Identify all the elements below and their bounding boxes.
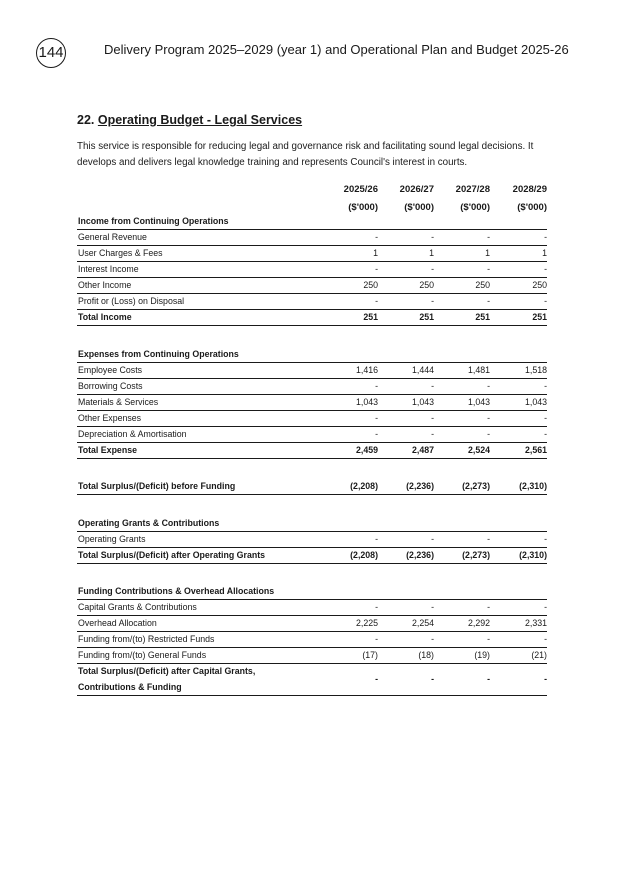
table-row	[77, 245, 547, 262]
table-total-row	[77, 663, 547, 696]
table-section-header	[77, 515, 547, 532]
row-value: 250	[532, 280, 547, 290]
row-value: -	[544, 674, 547, 684]
row-value: (19)	[474, 650, 490, 660]
row-value: (2,273)	[462, 481, 490, 491]
row-label: Income from Continuing Operations	[78, 216, 229, 226]
row-value: -	[487, 634, 490, 644]
table-row	[77, 378, 547, 395]
row-value: 1,043	[524, 397, 547, 407]
row-value: 1	[429, 248, 434, 258]
row-value: 2,292	[467, 618, 490, 628]
row-value: (17)	[362, 650, 378, 660]
row-value: -	[375, 429, 378, 439]
row-label: Total Expense	[78, 445, 137, 455]
row-value: (21)	[531, 650, 547, 660]
row-value: 251	[532, 312, 547, 322]
row-label: Interest Income	[78, 264, 139, 274]
row-value: -	[375, 296, 378, 306]
row-value: 1,416	[355, 365, 378, 375]
row-value: -	[487, 429, 490, 439]
row-value: -	[487, 602, 490, 612]
table-total-row	[77, 442, 547, 459]
row-value: 2,331	[524, 618, 547, 628]
table-row	[77, 261, 547, 278]
row-value: -	[431, 674, 434, 684]
row-value: -	[544, 381, 547, 391]
row-label-line: Total Surplus/(Deficit) after Capital Grants,	[78, 666, 256, 676]
column-unit: ($'000)	[460, 202, 490, 213]
row-value: -	[544, 264, 547, 274]
row-value: -	[431, 534, 434, 544]
row-value: -	[487, 296, 490, 306]
row-value: 2,561	[524, 445, 547, 455]
row-value: 1	[485, 248, 490, 258]
row-value: -	[431, 429, 434, 439]
row-label: Other Income	[78, 280, 132, 290]
column-year: 2026/27	[399, 184, 434, 195]
row-value: -	[487, 413, 490, 423]
row-value: 1,444	[411, 365, 434, 375]
section-title	[77, 113, 302, 127]
row-value: 1	[373, 248, 378, 258]
row-value: 2,459	[355, 445, 378, 455]
row-value: 2,487	[411, 445, 434, 455]
row-value: 2,225	[355, 618, 378, 628]
row-label: Operating Grants	[78, 534, 146, 544]
document-header-title: Delivery Program 2025–2029 (year 1) and Operational Plan and Budget 2025-26	[104, 42, 569, 57]
table-total-row	[77, 547, 547, 564]
row-value: -	[487, 232, 490, 242]
column-year: 2028/29	[512, 184, 547, 195]
row-value: -	[431, 232, 434, 242]
row-value: -	[487, 381, 490, 391]
row-label: Borrowing Costs	[78, 381, 143, 391]
row-value: -	[431, 381, 434, 391]
table-row	[77, 394, 547, 411]
row-label: Funding from/(to) Restricted Funds	[78, 634, 215, 644]
row-value: (2,208)	[350, 481, 378, 491]
row-label: Funding from/(to) General Funds	[78, 650, 207, 660]
table-row	[77, 531, 547, 548]
table-row	[77, 426, 547, 443]
row-label	[78, 663, 255, 695]
section-number: 22.	[77, 113, 95, 127]
table-total-row	[77, 478, 547, 495]
row-value: 1,043	[467, 397, 490, 407]
row-value: -	[375, 534, 378, 544]
row-value: (2,236)	[406, 550, 434, 560]
row-value: (2,310)	[519, 550, 547, 560]
row-value: 251	[363, 312, 378, 322]
row-label: Materials & Services	[78, 397, 159, 407]
row-value: 250	[475, 280, 490, 290]
row-value: 251	[419, 312, 434, 322]
row-value: 1	[542, 248, 547, 258]
table-row	[77, 615, 547, 632]
column-unit: ($'000)	[517, 202, 547, 213]
row-value: -	[375, 381, 378, 391]
row-label: User Charges & Fees	[78, 248, 163, 258]
row-label: Capital Grants & Contributions	[78, 602, 197, 612]
column-year: 2025/26	[343, 184, 378, 195]
row-value: -	[544, 602, 547, 612]
row-value: 1,481	[467, 365, 490, 375]
row-value: -	[487, 264, 490, 274]
row-value: -	[431, 296, 434, 306]
row-value: -	[375, 674, 378, 684]
row-value: (18)	[418, 650, 434, 660]
row-value: -	[431, 413, 434, 423]
row-value: -	[544, 232, 547, 242]
table-row	[77, 229, 547, 246]
row-value: 251	[475, 312, 490, 322]
row-value: 1,043	[411, 397, 434, 407]
table-row	[77, 362, 547, 379]
row-label: Profit or (Loss) on Disposal	[78, 296, 185, 306]
row-value: 2,254	[411, 618, 434, 628]
row-value: -	[544, 634, 547, 644]
row-value: -	[487, 674, 490, 684]
row-value: -	[431, 264, 434, 274]
row-value: -	[375, 602, 378, 612]
row-value: -	[487, 534, 490, 544]
row-label-line: Contributions & Funding	[78, 682, 182, 692]
row-label: Total Income	[78, 312, 132, 322]
column-unit: ($'000)	[404, 202, 434, 213]
column-header	[318, 181, 378, 217]
table-section-header	[77, 213, 547, 230]
row-value: -	[375, 634, 378, 644]
row-label: Expenses from Continuing Operations	[78, 349, 239, 359]
row-label: Employee Costs	[78, 365, 143, 375]
row-value: 250	[363, 280, 378, 290]
table-row	[77, 631, 547, 648]
row-value: 1,043	[355, 397, 378, 407]
column-header	[374, 181, 434, 217]
table-row	[77, 410, 547, 427]
row-value: 1,518	[524, 365, 547, 375]
row-label: Overhead Allocation	[78, 618, 157, 628]
column-header	[487, 181, 547, 217]
row-value: -	[375, 413, 378, 423]
row-label: Total Surplus/(Deficit) after Operating Grants	[78, 550, 266, 560]
row-value: -	[375, 264, 378, 274]
row-value: 2,524	[467, 445, 490, 455]
row-value: 250	[419, 280, 434, 290]
row-label: Operating Grants & Contributions	[78, 518, 220, 528]
row-value: -	[375, 232, 378, 242]
table-row	[77, 647, 547, 664]
page-number: 144	[36, 38, 66, 68]
table-section-header	[77, 346, 547, 363]
column-year: 2027/28	[455, 184, 490, 195]
row-label: Other Expenses	[78, 413, 142, 423]
column-header	[430, 181, 490, 217]
section-title-text: Operating Budget - Legal Services	[97, 113, 303, 127]
column-unit: ($'000)	[348, 202, 378, 213]
row-value: -	[544, 429, 547, 439]
table-row	[77, 277, 547, 294]
row-value: -	[544, 534, 547, 544]
row-label: General Revenue	[78, 232, 147, 242]
row-value: -	[431, 602, 434, 612]
row-value: (2,236)	[406, 481, 434, 491]
table-total-row	[77, 309, 547, 326]
row-value: -	[431, 634, 434, 644]
row-value: -	[544, 413, 547, 423]
row-value: (2,208)	[350, 550, 378, 560]
row-label: Funding Contributions & Overhead Allocations	[78, 586, 275, 596]
table-row	[77, 599, 547, 616]
row-value: -	[544, 296, 547, 306]
row-label: Total Surplus/(Deficit) before Funding	[78, 481, 236, 491]
section-intro: This service is responsible for reducing legal and governance risk and facilitating sound legal decisions. It develops and delivers legal knowledge training and represents Council's interest in courts.	[77, 141, 534, 168]
table-section-header	[77, 583, 547, 600]
row-value: (2,273)	[462, 550, 490, 560]
row-value: (2,310)	[519, 481, 547, 491]
table-row	[77, 293, 547, 310]
row-label: Depreciation & Amortisation	[78, 429, 187, 439]
